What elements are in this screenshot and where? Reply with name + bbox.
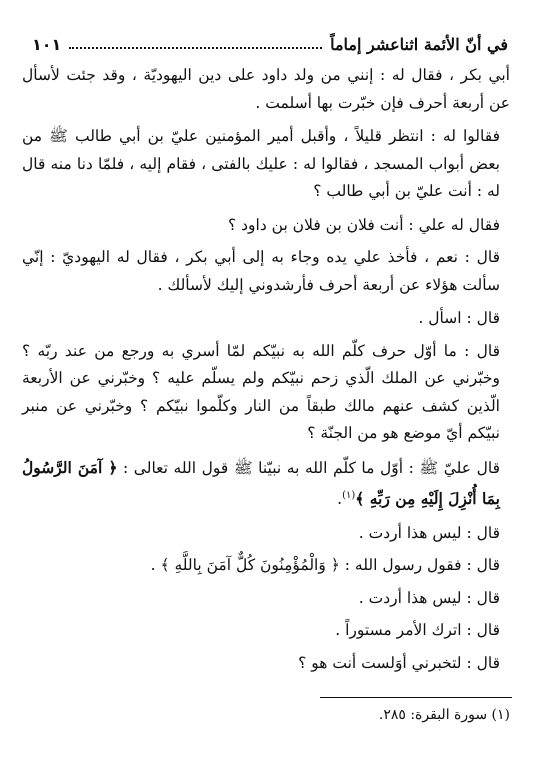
paragraph-1: أبي بكر ، فقال له : إنني من ولد داود على دين اليهوديّة ، وقد جئت لأسأل عن أربعة أحرف فإن خبّرت بها أسلمت . [22,66,510,112]
quran-verse: ﴿ آمَنَ الرَّسُولُ بِمَا أُنْزِلَ إِلَيْهِ مِن رَبِّهِ ﴾ [22,457,500,509]
footnote-reference: (١) [342,490,356,501]
paragraph-4: قال : نعم ، فأخذ علي يده وجاء به إلى أبي بكر ، فقال له اليهوديّ : إنّي سألت هؤلاء عن أربعة أحرف فأرشدوني إليك لأسألك . [22,248,500,294]
paragraph-2: فقالوا له : انتظر قليلاً ، وأقبل أمير المؤمنين عليّ بن أبي طالب ﷺ من بعض أبواب المسجد ، فقالوا له : عليك بالفتى ، فقام إليه ، فلمّا دنا منه قال له : أنت عليّ بن أبي طالب ؟ [22,127,500,200]
page-body [22,62,510,682]
dialogue-line-4: قال : اترك الأمر مستوراً . [335,621,500,640]
paragraph-3: فقال له علي : أنت فلان بن فلان بن داود ؟ [227,215,500,234]
ali-answer-intro: قال عليّ ﷺ : أوّل ما كلّم الله به نبيّنا ﷺ قول الله تعالى : [123,458,500,477]
ali-answer [22,454,510,514]
dialogue-line-3: قال : ليس هذا أردت . [358,588,500,607]
ali-answer-end: . [337,490,343,509]
running-title: في أنّ الأئمة اثناعشر إماماً [330,34,508,54]
footnote-separator [320,697,512,698]
paragraph-5: قال : اسأل . [418,309,500,327]
dialogue-line-2: قال : فقول رسول الله : ﴿ وَالْمُؤْمِنُونَ كُلٌّ آمَنَ بِاللَّهِ ﴾ . [150,556,500,575]
dialogue-line-1: قال : ليس هذا أردت . [358,523,500,542]
page-header [32,30,508,58]
page-number: ١٠١ [32,34,62,54]
dialogue-line-5: قال : لتخبرني أوَلست أنت هو ؟ [298,653,500,672]
footnote: (١) سورة البقرة: ٢٨٥. [378,707,510,723]
paragraph-6: قال : ما أوّل حرف كلّم الله به نبيّكم لمّا أسري به ورجع من عند ربّه ؟ وخبّرني عن الملك الّذي زحم نبيّكم ولم يسلّم عليه ؟ وخبّرني عن الأربعة الّذين كشف عنهم مالك طبقاً من النار وكلّموا نبيّكم ؟ وخبّرني عن منبر نبيّكم أيّ موضع هو من الجنّة ؟ [22,341,500,442]
dotted-leader [69,39,322,49]
